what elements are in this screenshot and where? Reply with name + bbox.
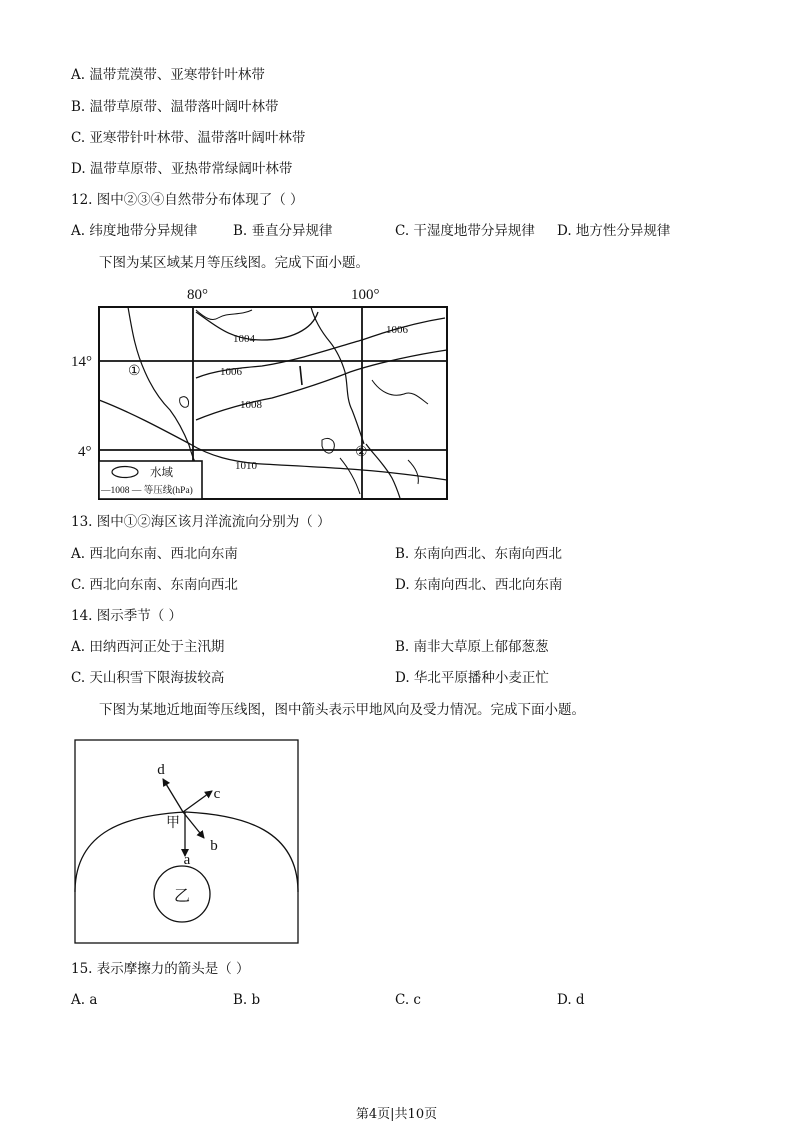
lon-80-label: 80°: [187, 287, 208, 303]
q13-option-c: C. 西北向东南、东南向西北: [71, 577, 238, 593]
label-d: d: [157, 762, 165, 778]
isobar-1006-left-label: 1006: [220, 366, 242, 378]
label-jia: 甲: [166, 816, 180, 831]
q13-option-d: D. 东南向西北、西北向东南: [395, 577, 563, 593]
q15-option-c: C. c: [395, 992, 421, 1008]
q15-stem: 15. 表示摩擦力的箭头是（ ）: [71, 961, 250, 977]
q15-option-d: D. d: [557, 992, 585, 1008]
coastline-myanmar: [311, 307, 364, 444]
legend-water-label: 水域: [150, 467, 173, 479]
island-andaman: [300, 366, 302, 385]
q11-option-d: D. 温带草原带、亚热带常绿阔叶林带: [71, 161, 293, 177]
q11-option-c: C. 亚寒带针叶林带、温带落叶阔叶林带: [71, 130, 306, 146]
coastline-india: [128, 307, 195, 462]
lon-100-label: 100°: [351, 287, 380, 303]
q11-option-b: B. 温带草原带、温带落叶阔叶林带: [71, 99, 279, 115]
isobar-1004-line: [196, 312, 318, 340]
isobar-map: [68, 282, 453, 504]
diagram-frame: [75, 740, 298, 943]
coastline-sumatra: [340, 458, 360, 494]
q14-option-a: A. 田纳西河正处于主汛期: [71, 639, 225, 655]
q13-stem: 13. 图中①②海区该月洋流流向分别为（ ）: [71, 514, 331, 530]
q11-option-a: A. 温带荒漠带、亚寒带针叶林带: [71, 67, 265, 83]
q13-option-b: B. 东南向西北、东南向西北: [395, 546, 563, 562]
lat-14-label: 14°: [71, 354, 92, 370]
coastline-borneo: [408, 460, 418, 484]
wind-intro: 下图为某地近地面等压线图，图中箭头表示甲地风向及受力情况。完成下面小题。: [99, 702, 585, 718]
q12-option-b: B. 垂直分异规律: [233, 223, 333, 239]
page-footer: 第4页|共10页: [355, 1107, 438, 1122]
isobar-1006-right-label: 1006: [386, 324, 408, 336]
q14-option-b: B. 南非大草原上郁郁葱葱: [395, 639, 549, 655]
label-b: b: [210, 838, 218, 854]
q12-option-a: A. 纬度地带分异规律: [71, 223, 198, 239]
q15-option-b: B. b: [233, 992, 261, 1008]
q12-option-d: D. 地方性分异规律: [557, 223, 671, 239]
isobar-1008-label: 1008: [240, 399, 262, 411]
q12-option-c: C. 干湿度地带分异规律: [395, 223, 535, 239]
legend-isobar-label: —1008 — 等压线(hPa): [101, 486, 193, 496]
q14-option-c: C. 天山积雪下限海拔较高: [71, 670, 225, 686]
marker-2: ②: [355, 445, 368, 460]
q13-option-a: A. 西北向东南、西北向东南: [71, 546, 238, 562]
map-intro: 下图为某区域某月等压线图。完成下面小题。: [99, 255, 369, 271]
lat-4-label: 4°: [78, 444, 92, 460]
label-yi: 乙: [173, 888, 191, 905]
wind-force-diagram: [73, 738, 301, 946]
coastline-indochina: [372, 380, 428, 404]
q14-option-d: D. 华北平原播种小麦正忙: [395, 670, 549, 686]
q14-stem: 14. 图示季节（ ）: [71, 608, 183, 624]
label-a: a: [183, 852, 191, 868]
marker-1: ①: [128, 364, 141, 379]
isobar-1010-label: 1010: [235, 460, 257, 472]
q12-stem: 12. 图中②③④自然带分布体现了（ ）: [71, 192, 304, 208]
isobar-1004-label: 1004: [233, 333, 255, 345]
label-c: c: [213, 786, 221, 802]
island-srilanka: [180, 397, 189, 408]
q15-option-a: A. a: [71, 992, 98, 1008]
